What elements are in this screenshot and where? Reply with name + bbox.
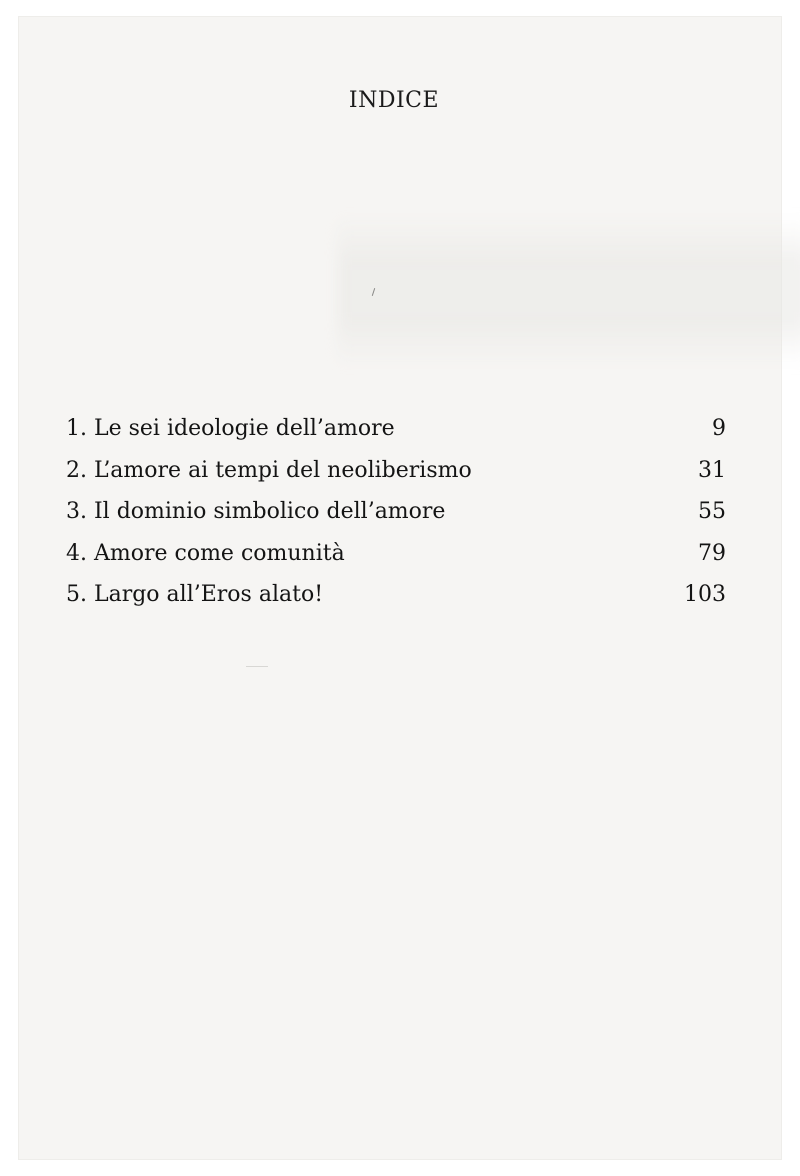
toc-entry-page: 9 <box>712 416 726 441</box>
faint-dash <box>246 666 268 667</box>
toc-entry-title: 3. Il dominio simbolico dell’amore <box>66 499 446 524</box>
toc-entry <box>66 408 726 450</box>
toc-entry-page: 55 <box>698 499 726 524</box>
toc-entry-title: 2. L’amore ai tempi del neoliberismo <box>66 457 472 483</box>
toc-entry <box>66 491 726 533</box>
toc-entry <box>66 533 726 575</box>
toc-entry <box>66 450 726 492</box>
toc-entry-page: 79 <box>698 540 726 566</box>
paper-sheet <box>18 16 782 1160</box>
toc-entry-page: 31 <box>698 457 726 483</box>
toc-entry-title: 5. Largo all’Eros alato! <box>66 582 324 607</box>
toc-entry-page: 103 <box>684 582 726 607</box>
toc-entry-title: 1. Le sei ideologie dell’amore <box>66 416 395 441</box>
table-of-contents <box>66 408 726 616</box>
show-through-text <box>338 216 800 366</box>
page-title: INDICE <box>348 88 440 113</box>
toc-entry <box>66 574 726 616</box>
toc-entry-title: 4. Amore come comunità <box>66 540 345 566</box>
